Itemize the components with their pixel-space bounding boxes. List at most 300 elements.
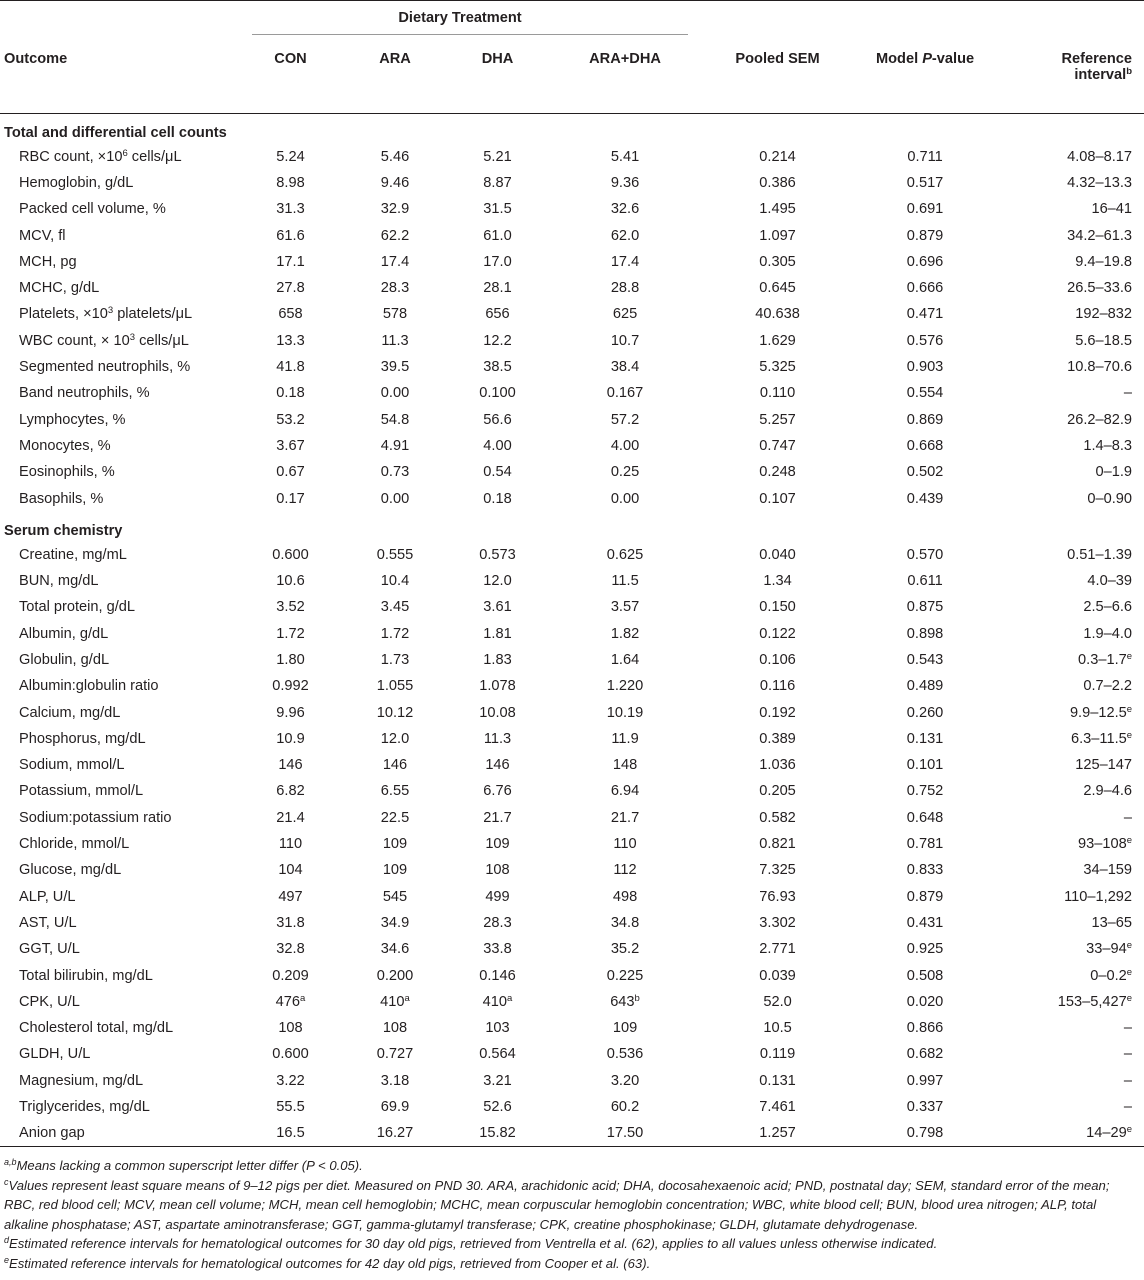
value-dha: 8.87 [483, 174, 512, 191]
row-label: Magnesium, mg/dL [19, 1072, 144, 1089]
value-pooled-sem: 1.036 [759, 757, 796, 774]
value-con: 0.67 [276, 464, 305, 481]
value-pooled-sem: 0.192 [759, 704, 796, 721]
value-ara-dha: 21.7 [610, 809, 640, 826]
value-ara-dha: 10.19 [606, 704, 644, 721]
table-row [0, 459, 1144, 485]
value-pooled-sem: 0.305 [759, 253, 796, 270]
value-reference-interval: 13–65 [1091, 914, 1133, 931]
value-ara: 0.00 [380, 490, 410, 507]
row-label: Creatine, mg/mL [19, 546, 127, 563]
table-row [0, 778, 1144, 804]
value-ara-dha: 109 [612, 1020, 638, 1037]
value-con: 108 [278, 1020, 303, 1037]
table-row [0, 962, 1144, 988]
value-pooled-sem: 0.747 [759, 437, 796, 454]
value-con: 0.600 [272, 1046, 309, 1063]
value-ara-dha: 643$^b$ [610, 992, 640, 1010]
footnote-e: $^e$Estimated reference intervals for hematological outcomes for 42 day old pigs, retrieved from Cooper et al. (63). [4, 1254, 651, 1271]
value-con: 1.80 [276, 651, 305, 668]
row-label: Eosinophils, % [19, 464, 115, 481]
value-ara-dha: 11.5 [611, 573, 639, 590]
value-model-p: 0.576 [906, 332, 944, 349]
value-pooled-sem: 0.205 [759, 783, 796, 800]
value-con: 5.24 [276, 148, 305, 165]
table-row [0, 910, 1144, 936]
row-label: Globulin, g/dL [19, 651, 110, 668]
row-label: GGT, U/L [19, 941, 80, 958]
value-ara: 34.6 [380, 941, 410, 958]
value-con: 104 [278, 862, 303, 879]
value-reference-interval: 5.6–18.5 [1075, 332, 1133, 349]
value-model-p: 0.925 [906, 941, 944, 958]
value-dha: 52.6 [483, 1099, 512, 1116]
value-reference-interval: 1.9–4.0 [1083, 625, 1133, 642]
value-model-p: 0.260 [906, 704, 944, 721]
value-ara-dha: 112 [613, 862, 637, 879]
table-row [0, 752, 1144, 778]
section-title: Total and differential cell counts [4, 124, 227, 141]
value-reference-interval: 1.4–8.3 [1083, 437, 1133, 454]
value-dha: 56.6 [483, 411, 512, 428]
value-reference-interval: – [1123, 1099, 1133, 1116]
value-model-p: 0.997 [906, 1072, 944, 1089]
row-label: BUN, mg/dL [19, 573, 99, 590]
value-pooled-sem: 3.302 [759, 914, 796, 931]
value-dha: 5.21 [483, 148, 512, 165]
value-model-p: 0.020 [906, 993, 944, 1010]
value-model-p: 0.798 [855, 1120, 995, 1147]
value-model-p: 0.611 [907, 573, 943, 590]
value-reference-interval: 0.7–2.2 [1083, 678, 1133, 695]
table-row [0, 1015, 1144, 1041]
row-label: Albumin, g/dL [19, 625, 109, 642]
value-model-p: 0.691 [906, 201, 944, 218]
value-pooled-sem: 1.495 [759, 201, 796, 218]
table-row [0, 936, 1144, 962]
value-dha: 10.08 [479, 704, 516, 721]
value-ara: 1.73 [380, 651, 410, 668]
value-con: 3.67 [276, 437, 305, 454]
value-reference-interval: – [1123, 1046, 1133, 1063]
table-row [0, 647, 1144, 673]
value-con: 9.96 [276, 704, 305, 721]
value-ara: 54.8 [380, 411, 410, 428]
value-con: 6.82 [276, 783, 305, 800]
table-row [0, 485, 1144, 511]
row-label: WBC count, × $10^3$ cells/μL [19, 331, 189, 349]
value-dha: 410$^a$ [482, 992, 513, 1010]
value-model-p: 0.431 [906, 914, 944, 931]
value-dha: 28.1 [483, 280, 512, 297]
value-pooled-sem: 0.107 [759, 490, 796, 507]
value-ara: 1.055 [376, 678, 414, 695]
value-con: 16.5 [230, 1120, 345, 1147]
value-ara-dha: 1.64 [610, 651, 640, 668]
table-row [0, 301, 1144, 327]
value-ara: 10.12 [376, 704, 414, 721]
value-pooled-sem: 7.325 [759, 862, 796, 879]
value-pooled-sem: 1.097 [759, 227, 796, 244]
row-label: MCH, pg [19, 253, 77, 270]
value-con: 3.52 [276, 599, 305, 616]
row-label: RBC count, $\times 10^6$ cells/μL [19, 147, 182, 165]
table-row [0, 726, 1144, 752]
value-con: 146 [278, 757, 303, 774]
table-row [0, 249, 1144, 275]
value-pooled-sem: 1.34 [763, 573, 792, 590]
value-reference-interval: – [1123, 385, 1133, 402]
table-row [0, 621, 1144, 647]
value-dha: 146 [485, 757, 510, 774]
value-con: 31.3 [276, 201, 305, 218]
value-con: 0.600 [272, 546, 309, 563]
value-dha: 109 [485, 836, 510, 853]
value-dha: 108 [485, 862, 510, 879]
table-row [0, 1120, 1144, 1147]
value-dha: 15.82 [445, 1120, 550, 1147]
value-pooled-sem: 5.325 [759, 359, 796, 376]
value-ara: 108 [382, 1020, 408, 1037]
value-model-p: 0.898 [906, 625, 944, 642]
row-label: Platelets, $\times 10^3$ platelets/μL [19, 305, 193, 323]
table-row [0, 1068, 1144, 1094]
value-model-p: 0.543 [906, 651, 944, 668]
value-dha: 61.0 [483, 227, 512, 244]
value-pooled-sem: 0.106 [759, 651, 796, 668]
footnote-ab: $^{a,b}$Means lacking a common superscript letter differ (P < 0.05). [4, 1157, 363, 1173]
value-pooled-sem: 0.389 [759, 730, 796, 747]
value-ara-dha: 17.50 [550, 1120, 700, 1147]
value-ara: 3.45 [380, 599, 410, 616]
value-ara: 578 [382, 306, 408, 323]
value-reference-interval: 9.9–12.5e [1069, 703, 1133, 721]
value-model-p: 0.554 [906, 385, 944, 402]
col-header-reference-interval: Reference interval$^b$ [995, 39, 1144, 113]
value-dha: 0.100 [479, 385, 516, 402]
value-ara: 0.727 [376, 1046, 414, 1063]
group-header [230, 1, 700, 40]
column-header-row [0, 39, 1144, 113]
value-dha: 4.00 [483, 437, 512, 454]
row-label: Total bilirubin, mg/dL [19, 967, 153, 984]
value-ara: 6.55 [380, 783, 410, 800]
value-con: 27.8 [276, 280, 305, 297]
value-ara-dha: 0.625 [606, 546, 644, 563]
value-ara: 69.9 [380, 1099, 410, 1116]
value-model-p: 0.502 [906, 464, 944, 481]
value-ara: 109 [382, 862, 408, 879]
value-ara: 146 [382, 757, 408, 774]
col-header-outcome: Outcome [0, 39, 230, 113]
value-dha: 31.5 [483, 201, 512, 218]
row-label: Sodium:potassium ratio [19, 809, 172, 826]
value-reference-interval: 192–832 [1075, 306, 1133, 323]
table-row [0, 170, 1144, 196]
value-model-p: 0.508 [906, 967, 944, 984]
value-dha: 11.3 [483, 730, 512, 747]
value-pooled-sem: 0.122 [759, 625, 796, 642]
value-ara-dha: 1.82 [610, 625, 640, 642]
value-ara: 17.4 [380, 253, 410, 270]
value-reference-interval: 16–41 [1091, 201, 1133, 218]
section-header-serum-chemistry [0, 512, 1144, 542]
value-model-p: 0.131 [906, 730, 944, 747]
section-header-cell-counts [0, 113, 1144, 144]
col-header-con: CON [230, 39, 345, 113]
value-ara: 32.9 [380, 201, 410, 218]
value-ara-dha: 62.0 [610, 227, 640, 244]
value-model-p: 0.101 [906, 757, 944, 774]
value-pooled-sem: 2.771 [759, 941, 796, 958]
row-label: Calcium, mg/dL [19, 704, 121, 721]
value-reference-interval: 0–0.90 [1087, 490, 1133, 507]
value-con: 658 [278, 306, 303, 323]
value-ara-dha: 148 [612, 757, 638, 774]
value-reference-interval: 14–29e [995, 1120, 1144, 1147]
value-con: 110 [278, 836, 303, 853]
value-ara-dha: 3.57 [610, 599, 640, 616]
value-con: 0.17 [276, 490, 305, 507]
table-row [0, 568, 1144, 594]
value-pooled-sem: 7.461 [759, 1099, 796, 1116]
row-label: CPK, U/L [19, 993, 80, 1010]
row-label: Packed cell volume, % [19, 201, 166, 218]
value-con: 1.72 [276, 625, 305, 642]
row-label: Sodium, mmol/L [19, 757, 125, 774]
value-ara-dha: 0.225 [606, 967, 644, 984]
table-row [0, 406, 1144, 432]
value-dha: 499 [485, 888, 510, 905]
value-ara: 410$^a$ [380, 992, 410, 1010]
value-ara: 16.27 [345, 1120, 445, 1147]
value-dha: 656 [485, 306, 510, 323]
value-reference-interval: 2.5–6.6 [1083, 599, 1133, 616]
value-ara-dha: 0.167 [606, 385, 644, 402]
value-ara-dha: 110 [613, 836, 637, 853]
row-label: Anion gap [0, 1120, 230, 1147]
value-pooled-sem: 0.645 [759, 280, 796, 297]
value-dha: 1.81 [483, 625, 512, 642]
table-row [0, 699, 1144, 725]
row-label: Chloride, mmol/L [19, 836, 130, 853]
value-reference-interval: 93–108e [1078, 835, 1133, 853]
row-label: Band neutrophils, % [19, 385, 150, 402]
value-ara: 1.72 [380, 625, 410, 642]
value-ara-dha: 57.2 [610, 411, 640, 428]
row-label: Monocytes, % [19, 437, 111, 454]
col-header-dha: DHA [445, 39, 550, 113]
value-model-p: 0.875 [906, 599, 944, 616]
table-footnotes [4, 1156, 1140, 1274]
value-model-p: 0.337 [906, 1099, 944, 1116]
value-ara-dha: 0.536 [606, 1046, 644, 1063]
row-label: Potassium, mmol/L [19, 783, 144, 800]
value-reference-interval: – [1123, 809, 1133, 826]
value-ara: 28.3 [380, 280, 410, 297]
value-reference-interval: 4.32–13.3 [1067, 174, 1133, 191]
row-label: MCV, fl [19, 227, 66, 244]
value-ara: 39.5 [380, 359, 410, 376]
value-pooled-sem: 0.582 [759, 809, 796, 826]
value-dha: 12.2 [483, 332, 512, 349]
value-model-p: 0.666 [906, 280, 944, 297]
value-reference-interval: 0–1.9 [1095, 464, 1133, 481]
value-con: 31.8 [276, 914, 305, 931]
value-dha: 28.3 [483, 914, 512, 931]
value-pooled-sem: 0.039 [759, 967, 796, 984]
value-ara: 545 [382, 888, 408, 905]
value-con: 0.18 [276, 385, 305, 402]
value-con: 32.8 [276, 941, 305, 958]
table-row [0, 1094, 1144, 1120]
value-pooled-sem: 10.5 [763, 1020, 792, 1037]
value-ara: 0.73 [380, 464, 410, 481]
value-reference-interval: 9.4–19.8 [1075, 253, 1133, 270]
row-label: AST, U/L [19, 914, 77, 931]
value-dha: 3.21 [483, 1072, 512, 1089]
value-pooled-sem: 0.821 [759, 836, 796, 853]
value-dha: 21.7 [483, 809, 512, 826]
citation-link-63[interactable]: 63 [627, 1255, 643, 1271]
value-pooled-sem: 0.248 [759, 464, 796, 481]
table-row [0, 884, 1144, 910]
value-reference-interval: – [1123, 1020, 1133, 1037]
value-ara: 5.46 [380, 148, 410, 165]
section-title: Serum chemistry [4, 522, 123, 539]
value-dha: 0.54 [483, 464, 512, 481]
value-model-p: 0.752 [906, 783, 944, 800]
value-model-p: 0.471 [906, 306, 944, 323]
value-con: 10.9 [276, 730, 305, 747]
value-reference-interval: 0.51–1.39 [1067, 546, 1133, 563]
group-header-label: Dietary Treatment [398, 9, 522, 26]
value-ara-dha: 5.41 [610, 148, 640, 165]
value-ara-dha: 0.00 [610, 490, 640, 507]
value-reference-interval: – [1123, 1072, 1133, 1089]
value-model-p: 0.648 [906, 809, 944, 826]
value-reference-interval: 33–94e [1086, 940, 1133, 958]
row-label: Segmented neutrophils, % [19, 359, 191, 376]
value-ara-dha: 17.4 [610, 253, 640, 270]
row-label: Albumin:globulin ratio [19, 678, 159, 695]
value-pooled-sem: 0.110 [759, 385, 796, 402]
value-ara: 0.555 [376, 546, 414, 563]
value-pooled-sem: 1.257 [700, 1120, 855, 1147]
value-ara: 4.91 [380, 437, 410, 454]
value-pooled-sem: 1.629 [759, 332, 796, 349]
value-ara: 34.9 [380, 914, 410, 931]
value-model-p: 0.439 [906, 490, 944, 507]
value-pooled-sem: 0.040 [759, 546, 796, 563]
value-con: 497 [278, 888, 303, 905]
value-model-p: 0.833 [906, 862, 944, 879]
value-dha: 1.83 [483, 651, 512, 668]
table-row [0, 275, 1144, 301]
value-model-p: 0.668 [906, 437, 944, 454]
value-ara-dha: 38.4 [610, 359, 640, 376]
table-row [0, 354, 1144, 380]
value-ara: 11.3 [381, 332, 409, 349]
value-model-p: 0.879 [906, 888, 944, 905]
value-model-p: 0.781 [906, 836, 944, 853]
value-reference-interval: 0–0.2e [1090, 966, 1133, 984]
value-reference-interval: 0.3–1.7e [1078, 650, 1133, 668]
value-ara-dha: 28.8 [610, 280, 640, 297]
value-pooled-sem: 0.386 [759, 174, 796, 191]
value-model-p: 0.869 [906, 411, 944, 428]
value-pooled-sem: 0.116 [759, 678, 796, 695]
row-label: GLDH, U/L [19, 1046, 91, 1063]
value-pooled-sem: 0.131 [759, 1072, 796, 1089]
row-label: Phosphorus, mg/dL [19, 730, 146, 747]
value-con: 13.3 [276, 332, 305, 349]
row-label: Basophils, % [19, 490, 104, 507]
row-label: ALP, U/L [19, 888, 76, 905]
table-row [0, 542, 1144, 568]
value-con: 10.6 [276, 573, 305, 590]
citation-link-62[interactable]: 62 [635, 1236, 651, 1252]
footnote-c: $^c$Values represent least square means of 9–12 pigs per diet. Measured on PND 30. ARA, arachidonic acid; DHA, docosahexaenoic acid; PND, postnatal day; SEM, standard error of the mean; RBC, red blood cell; MCV, mean cell volume; MCH, mean cell hemoglobin; MCHC, mean corpuscular hemoglobin concentration; WBC, white blood cell; BUN, blood urea nitrogen; ALP, total alkaline phosphatase; AST, aspartate aminotransferase; GGT, gamma-glutamyl transferase; CPK, creatine phosphokinase; GLDH, glutamate dehydrogenase. [4, 1176, 1110, 1232]
value-con: 8.98 [276, 174, 305, 191]
table-row [0, 433, 1144, 459]
value-dha: 0.18 [483, 490, 512, 507]
value-pooled-sem: 76.93 [759, 888, 796, 905]
value-model-p: 0.711 [907, 148, 943, 165]
value-reference-interval: 26.2–82.9 [1067, 411, 1133, 428]
value-con: 41.8 [276, 359, 305, 376]
value-ara-dha: 10.7 [610, 332, 640, 349]
value-pooled-sem: 0.119 [759, 1046, 796, 1063]
value-pooled-sem: 0.150 [759, 599, 796, 616]
table-row [0, 222, 1144, 248]
value-model-p: 0.696 [906, 253, 944, 270]
row-label: Triglycerides, mg/dL [19, 1099, 150, 1116]
value-reference-interval: 10.8–70.6 [1067, 359, 1133, 376]
value-dha: 12.0 [483, 573, 512, 590]
value-dha: 3.61 [483, 599, 512, 616]
value-reference-interval: 34–159 [1083, 862, 1133, 879]
value-ara: 10.4 [380, 573, 410, 590]
value-dha: 1.078 [479, 678, 516, 695]
value-ara-dha: 32.6 [610, 201, 640, 218]
value-con: 0.209 [272, 967, 309, 984]
value-ara: 62.2 [380, 227, 410, 244]
value-dha: 0.564 [479, 1046, 516, 1063]
col-header-ara: ARA [345, 39, 445, 113]
value-ara-dha: 1.220 [606, 678, 644, 695]
value-reference-interval: 4.08–8.17 [1067, 148, 1133, 165]
value-ara-dha: 625 [612, 306, 638, 323]
table-row [0, 380, 1144, 406]
value-pooled-sem: 52.0 [763, 993, 792, 1010]
row-label: Total protein, g/dL [19, 599, 136, 616]
table-row [0, 673, 1144, 699]
value-ara: 9.46 [380, 174, 410, 191]
row-label: Glucose, mg/dL [19, 862, 122, 879]
value-model-p: 0.517 [906, 174, 944, 191]
table-row [0, 857, 1144, 883]
value-dha: 0.146 [479, 967, 516, 984]
table-row [0, 805, 1144, 831]
col-header-ara-dha: ARA+DHA [550, 39, 700, 113]
value-model-p: 0.489 [906, 678, 944, 695]
value-ara-dha: 4.00 [610, 437, 640, 454]
value-ara-dha: 498 [612, 888, 638, 905]
col-header-model-p-value: Model P-value [855, 39, 995, 113]
value-con: 55.5 [276, 1099, 305, 1116]
value-dha: 6.76 [483, 783, 512, 800]
